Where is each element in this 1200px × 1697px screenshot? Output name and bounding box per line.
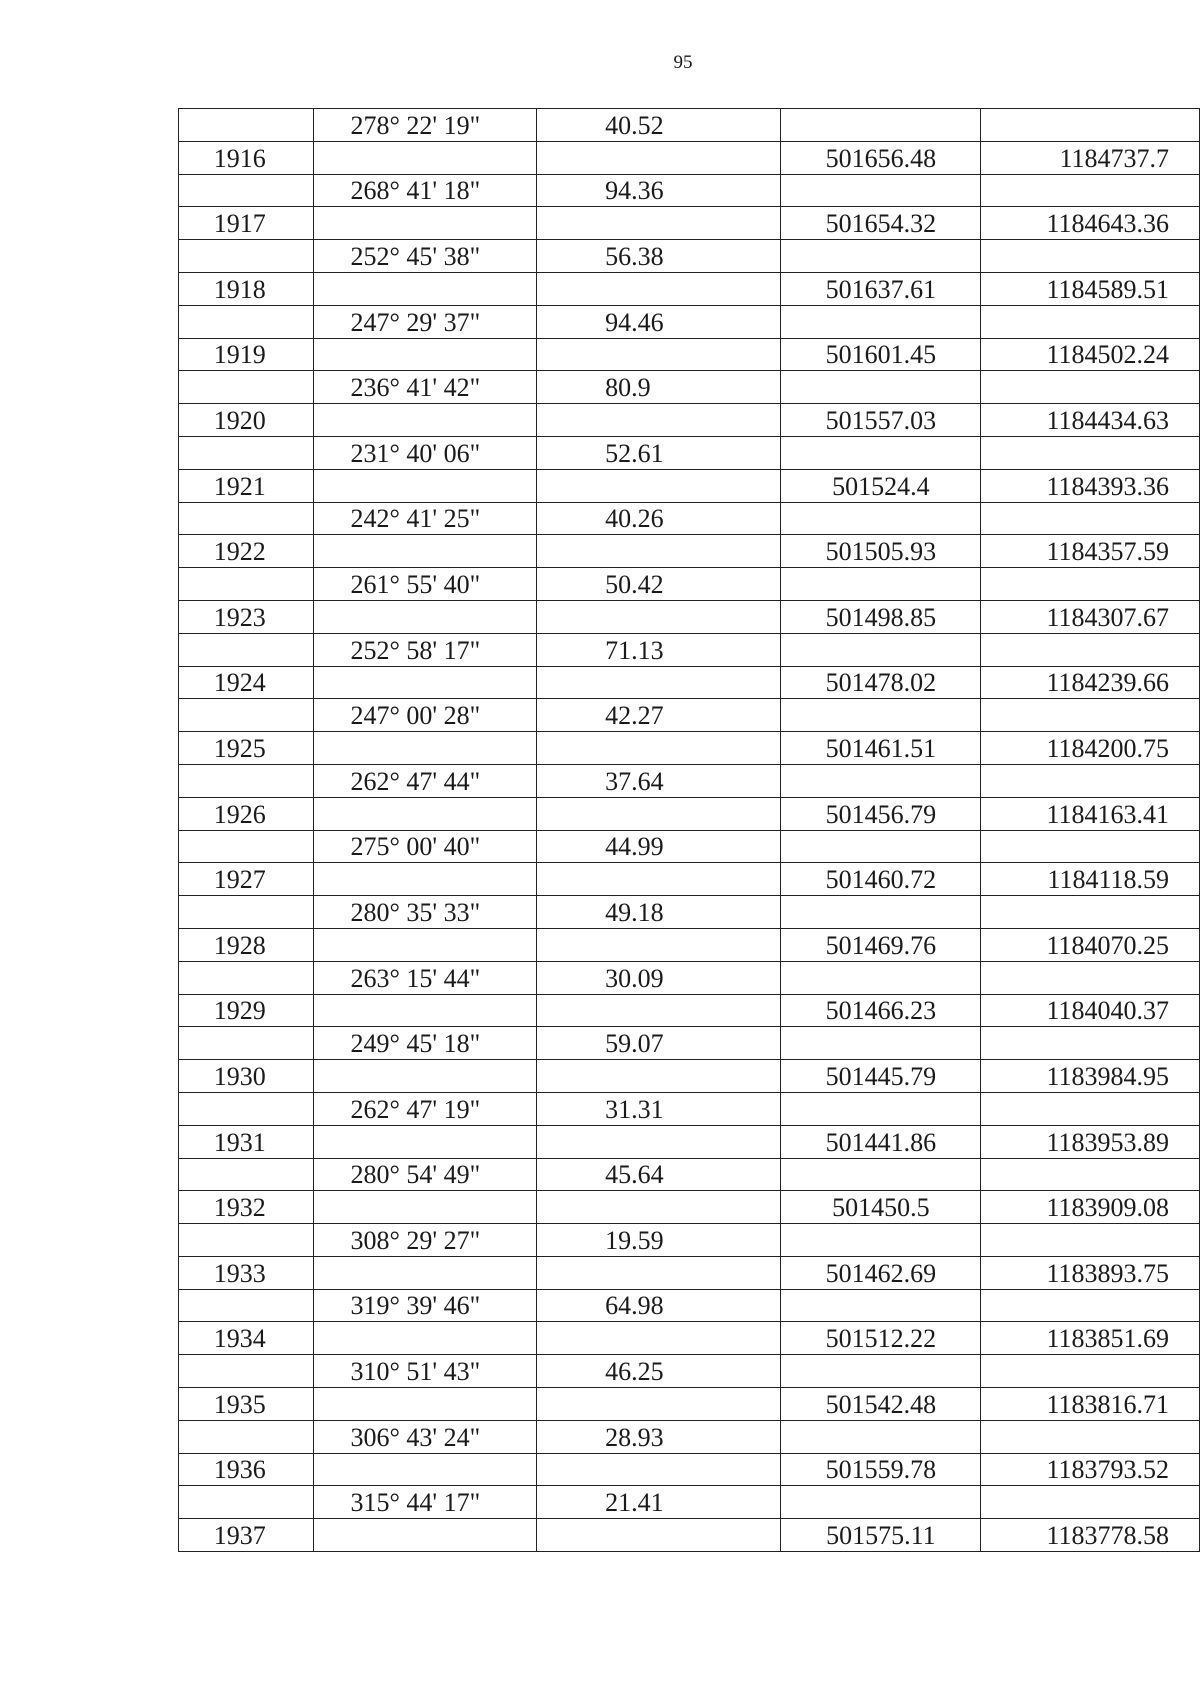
bearing-cell xyxy=(313,928,537,961)
table-row xyxy=(179,371,1200,404)
northing-cell xyxy=(781,961,981,994)
bearing-cell xyxy=(313,1191,537,1224)
easting-cell: 1184434.63 xyxy=(981,404,1200,437)
northing-cell: 501478.02 xyxy=(781,666,981,699)
table-row xyxy=(179,764,1200,797)
northing-cell: 501637.61 xyxy=(781,272,981,305)
table-row xyxy=(179,600,1200,633)
station-cell: 1934 xyxy=(179,1322,314,1355)
easting-cell: 1184070.25 xyxy=(981,928,1200,961)
distance-cell: 28.93 xyxy=(537,1420,781,1453)
easting-cell: 1184163.41 xyxy=(981,797,1200,830)
table-row xyxy=(179,1355,1200,1388)
table-row xyxy=(179,1322,1200,1355)
easting-cell: 1184239.66 xyxy=(981,666,1200,699)
station-cell: 1924 xyxy=(179,666,314,699)
easting-cell xyxy=(981,1486,1200,1519)
station-cell: 1919 xyxy=(179,338,314,371)
table-row xyxy=(179,174,1200,207)
bearing-cell: 280° 54' 49" xyxy=(313,1158,537,1191)
station-cell xyxy=(179,699,314,732)
station-cell xyxy=(179,1486,314,1519)
bearing-cell: 310° 51' 43" xyxy=(313,1355,537,1388)
distance-cell: 19.59 xyxy=(537,1224,781,1257)
bearing-cell: 252° 45' 38" xyxy=(313,240,537,273)
easting-cell xyxy=(981,568,1200,601)
station-cell xyxy=(179,830,314,863)
station-cell: 1929 xyxy=(179,994,314,1027)
table-row xyxy=(179,1420,1200,1453)
station-cell: 1936 xyxy=(179,1453,314,1486)
bearing-cell: 252° 58' 17" xyxy=(313,633,537,666)
easting-cell: 1183909.08 xyxy=(981,1191,1200,1224)
bearing-cell xyxy=(313,732,537,765)
distance-cell: 45.64 xyxy=(537,1158,781,1191)
station-cell: 1922 xyxy=(179,535,314,568)
easting-cell: 1183778.58 xyxy=(981,1519,1200,1552)
bearing-cell xyxy=(313,141,537,174)
table-row xyxy=(179,305,1200,338)
distance-cell xyxy=(537,1060,781,1093)
distance-cell: 59.07 xyxy=(537,1027,781,1060)
distance-cell xyxy=(537,469,781,502)
table-row xyxy=(179,272,1200,305)
northing-cell xyxy=(781,305,981,338)
station-cell: 1931 xyxy=(179,1125,314,1158)
table-row xyxy=(179,928,1200,961)
station-cell xyxy=(179,371,314,404)
northing-cell xyxy=(781,174,981,207)
station-cell: 1928 xyxy=(179,928,314,961)
easting-cell: 1184040.37 xyxy=(981,994,1200,1027)
distance-cell: 30.09 xyxy=(537,961,781,994)
northing-cell xyxy=(781,502,981,535)
station-cell xyxy=(179,1355,314,1388)
northing-cell: 501462.69 xyxy=(781,1256,981,1289)
table-row xyxy=(179,633,1200,666)
table-row xyxy=(179,896,1200,929)
table-row xyxy=(179,502,1200,535)
station-cell xyxy=(179,240,314,273)
distance-cell: 46.25 xyxy=(537,1355,781,1388)
station-cell xyxy=(179,109,314,142)
northing-cell xyxy=(781,1224,981,1257)
northing-cell xyxy=(781,109,981,142)
bearing-cell xyxy=(313,863,537,896)
northing-cell xyxy=(781,1027,981,1060)
station-cell: 1920 xyxy=(179,404,314,437)
coordinate-table xyxy=(178,108,1200,1552)
northing-cell: 501575.11 xyxy=(781,1519,981,1552)
easting-cell xyxy=(981,109,1200,142)
northing-cell xyxy=(781,764,981,797)
easting-cell xyxy=(981,764,1200,797)
northing-cell: 501601.45 xyxy=(781,338,981,371)
northing-cell: 501441.86 xyxy=(781,1125,981,1158)
bearing-cell: 262° 47' 44" xyxy=(313,764,537,797)
table-row xyxy=(179,141,1200,174)
easting-cell: 1184307.67 xyxy=(981,600,1200,633)
distance-cell xyxy=(537,207,781,240)
distance-cell xyxy=(537,141,781,174)
bearing-cell xyxy=(313,338,537,371)
northing-cell: 501542.48 xyxy=(781,1388,981,1421)
bearing-cell xyxy=(313,1060,537,1093)
bearing-cell: 308° 29' 27" xyxy=(313,1224,537,1257)
table-row xyxy=(179,338,1200,371)
distance-cell xyxy=(537,1256,781,1289)
distance-cell: 52.61 xyxy=(537,436,781,469)
northing-cell: 501450.5 xyxy=(781,1191,981,1224)
bearing-cell xyxy=(313,1256,537,1289)
distance-cell xyxy=(537,1388,781,1421)
easting-cell xyxy=(981,371,1200,404)
distance-cell: 40.52 xyxy=(537,109,781,142)
station-cell: 1921 xyxy=(179,469,314,502)
northing-cell: 501456.79 xyxy=(781,797,981,830)
distance-cell xyxy=(537,1191,781,1224)
distance-cell: 49.18 xyxy=(537,896,781,929)
northing-cell: 501557.03 xyxy=(781,404,981,437)
bearing-cell: 280° 35' 33" xyxy=(313,896,537,929)
distance-cell: 80.9 xyxy=(537,371,781,404)
table-row xyxy=(179,797,1200,830)
bearing-cell: 315° 44' 17" xyxy=(313,1486,537,1519)
northing-cell: 501460.72 xyxy=(781,863,981,896)
distance-cell: 56.38 xyxy=(537,240,781,273)
northing-cell: 501654.32 xyxy=(781,207,981,240)
station-cell xyxy=(179,436,314,469)
easting-cell xyxy=(981,961,1200,994)
northing-cell xyxy=(781,699,981,732)
northing-cell xyxy=(781,568,981,601)
distance-cell xyxy=(537,797,781,830)
easting-cell xyxy=(981,240,1200,273)
station-cell: 1937 xyxy=(179,1519,314,1552)
distance-cell xyxy=(537,928,781,961)
easting-cell: 1184200.75 xyxy=(981,732,1200,765)
table-row xyxy=(179,1289,1200,1322)
table-row xyxy=(179,1191,1200,1224)
bearing-cell: 261° 55' 40" xyxy=(313,568,537,601)
easting-cell: 1184393.36 xyxy=(981,469,1200,502)
easting-cell: 1183953.89 xyxy=(981,1125,1200,1158)
station-cell: 1917 xyxy=(179,207,314,240)
table-row xyxy=(179,1519,1200,1552)
station-cell: 1926 xyxy=(179,797,314,830)
bearing-cell xyxy=(313,469,537,502)
easting-cell: 1183893.75 xyxy=(981,1256,1200,1289)
easting-cell xyxy=(981,1027,1200,1060)
bearing-cell xyxy=(313,1519,537,1552)
easting-cell: 1183984.95 xyxy=(981,1060,1200,1093)
bearing-cell xyxy=(313,797,537,830)
station-cell xyxy=(179,633,314,666)
northing-cell xyxy=(781,1092,981,1125)
bearing-cell: 275° 00' 40" xyxy=(313,830,537,863)
table-row xyxy=(179,240,1200,273)
northing-cell: 501559.78 xyxy=(781,1453,981,1486)
easting-cell xyxy=(981,896,1200,929)
northing-cell xyxy=(781,1486,981,1519)
northing-cell xyxy=(781,371,981,404)
station-cell xyxy=(179,1289,314,1322)
table-row xyxy=(179,568,1200,601)
distance-cell xyxy=(537,863,781,896)
table-row xyxy=(179,830,1200,863)
table-row xyxy=(179,1486,1200,1519)
bearing-cell: 249° 45' 18" xyxy=(313,1027,537,1060)
distance-cell: 21.41 xyxy=(537,1486,781,1519)
easting-cell xyxy=(981,174,1200,207)
table-row xyxy=(179,109,1200,142)
easting-cell xyxy=(981,502,1200,535)
table-row xyxy=(179,1060,1200,1093)
station-cell xyxy=(179,568,314,601)
station-cell: 1927 xyxy=(179,863,314,896)
northing-cell xyxy=(781,1289,981,1322)
station-cell: 1916 xyxy=(179,141,314,174)
station-cell: 1925 xyxy=(179,732,314,765)
table-row xyxy=(179,732,1200,765)
distance-cell: 64.98 xyxy=(537,1289,781,1322)
bearing-cell: 319° 39' 46" xyxy=(313,1289,537,1322)
easting-cell: 1183816.71 xyxy=(981,1388,1200,1421)
bearing-cell xyxy=(313,1125,537,1158)
distance-cell xyxy=(537,600,781,633)
bearing-cell: 262° 47' 19" xyxy=(313,1092,537,1125)
station-cell: 1918 xyxy=(179,272,314,305)
northing-cell: 501512.22 xyxy=(781,1322,981,1355)
table-row xyxy=(179,207,1200,240)
northing-cell xyxy=(781,830,981,863)
bearing-cell xyxy=(313,404,537,437)
northing-cell: 501498.85 xyxy=(781,600,981,633)
bearing-cell: 268° 41' 18" xyxy=(313,174,537,207)
bearing-cell xyxy=(313,600,537,633)
northing-cell: 501656.48 xyxy=(781,141,981,174)
station-cell xyxy=(179,1224,314,1257)
northing-cell xyxy=(781,1420,981,1453)
bearing-cell: 263° 15' 44" xyxy=(313,961,537,994)
table-row xyxy=(179,863,1200,896)
bearing-cell: 231° 40' 06" xyxy=(313,436,537,469)
table-row xyxy=(179,1125,1200,1158)
table-row xyxy=(179,1092,1200,1125)
northing-cell xyxy=(781,240,981,273)
bearing-cell xyxy=(313,666,537,699)
table-row xyxy=(179,1453,1200,1486)
distance-cell: 42.27 xyxy=(537,699,781,732)
station-cell xyxy=(179,1158,314,1191)
distance-cell: 40.26 xyxy=(537,502,781,535)
easting-cell xyxy=(981,1420,1200,1453)
table-row xyxy=(179,1224,1200,1257)
bearing-cell xyxy=(313,1453,537,1486)
table-row xyxy=(179,666,1200,699)
distance-cell xyxy=(537,272,781,305)
easting-cell xyxy=(981,633,1200,666)
distance-cell: 94.36 xyxy=(537,174,781,207)
distance-cell: 37.64 xyxy=(537,764,781,797)
station-cell: 1932 xyxy=(179,1191,314,1224)
easting-cell xyxy=(981,1289,1200,1322)
easting-cell xyxy=(981,1092,1200,1125)
northing-cell: 501505.93 xyxy=(781,535,981,568)
station-cell xyxy=(179,1027,314,1060)
station-cell: 1923 xyxy=(179,600,314,633)
distance-cell xyxy=(537,535,781,568)
easting-cell: 1184589.51 xyxy=(981,272,1200,305)
distance-cell xyxy=(537,666,781,699)
distance-cell: 71.13 xyxy=(537,633,781,666)
easting-cell: 1184737.7 xyxy=(981,141,1200,174)
station-cell xyxy=(179,174,314,207)
station-cell xyxy=(179,764,314,797)
distance-cell xyxy=(537,338,781,371)
easting-cell xyxy=(981,1158,1200,1191)
northing-cell xyxy=(781,896,981,929)
table-row xyxy=(179,1158,1200,1191)
northing-cell xyxy=(781,436,981,469)
station-cell: 1933 xyxy=(179,1256,314,1289)
station-cell xyxy=(179,896,314,929)
table-row xyxy=(179,1388,1200,1421)
easting-cell: 1184357.59 xyxy=(981,535,1200,568)
table-row xyxy=(179,436,1200,469)
bearing-cell: 278° 22' 19" xyxy=(313,109,537,142)
bearing-cell: 247° 29' 37" xyxy=(313,305,537,338)
table-row xyxy=(179,535,1200,568)
page-number: 95 xyxy=(673,52,693,73)
distance-cell: 31.31 xyxy=(537,1092,781,1125)
easting-cell: 1183793.52 xyxy=(981,1453,1200,1486)
northing-cell: 501445.79 xyxy=(781,1060,981,1093)
table-row xyxy=(179,469,1200,502)
easting-cell xyxy=(981,1224,1200,1257)
station-cell xyxy=(179,305,314,338)
bearing-cell xyxy=(313,994,537,1027)
northing-cell xyxy=(781,1158,981,1191)
table-row xyxy=(179,699,1200,732)
distance-cell: 94.46 xyxy=(537,305,781,338)
station-cell xyxy=(179,502,314,535)
bearing-cell: 242° 41' 25" xyxy=(313,502,537,535)
northing-cell xyxy=(781,1355,981,1388)
table-row xyxy=(179,1256,1200,1289)
northing-cell: 501524.4 xyxy=(781,469,981,502)
easting-cell xyxy=(981,699,1200,732)
northing-cell: 501466.23 xyxy=(781,994,981,1027)
bearing-cell: 247° 00' 28" xyxy=(313,699,537,732)
distance-cell: 50.42 xyxy=(537,568,781,601)
bearing-cell: 306° 43' 24" xyxy=(313,1420,537,1453)
distance-cell xyxy=(537,1322,781,1355)
easting-cell: 1184643.36 xyxy=(981,207,1200,240)
bearing-cell xyxy=(313,1322,537,1355)
easting-cell: 1184118.59 xyxy=(981,863,1200,896)
bearing-cell: 236° 41' 42" xyxy=(313,371,537,404)
table-row xyxy=(179,1027,1200,1060)
station-cell: 1935 xyxy=(179,1388,314,1421)
station-cell xyxy=(179,1420,314,1453)
distance-cell: 44.99 xyxy=(537,830,781,863)
northing-cell: 501461.51 xyxy=(781,732,981,765)
table-row xyxy=(179,994,1200,1027)
easting-cell: 1184502.24 xyxy=(981,338,1200,371)
northing-cell xyxy=(781,633,981,666)
table-body xyxy=(179,109,1200,1552)
easting-cell: 1183851.69 xyxy=(981,1322,1200,1355)
distance-cell xyxy=(537,1453,781,1486)
bearing-cell xyxy=(313,207,537,240)
bearing-cell xyxy=(313,272,537,305)
easting-cell xyxy=(981,830,1200,863)
distance-cell xyxy=(537,404,781,437)
northing-cell: 501469.76 xyxy=(781,928,981,961)
station-cell xyxy=(179,961,314,994)
easting-cell xyxy=(981,1355,1200,1388)
station-cell: 1930 xyxy=(179,1060,314,1093)
distance-cell xyxy=(537,732,781,765)
bearing-cell xyxy=(313,1388,537,1421)
table-row xyxy=(179,961,1200,994)
table-row xyxy=(179,404,1200,437)
bearing-cell xyxy=(313,535,537,568)
station-cell xyxy=(179,1092,314,1125)
distance-cell xyxy=(537,1125,781,1158)
distance-cell xyxy=(537,1519,781,1552)
easting-cell xyxy=(981,436,1200,469)
easting-cell xyxy=(981,305,1200,338)
distance-cell xyxy=(537,994,781,1027)
